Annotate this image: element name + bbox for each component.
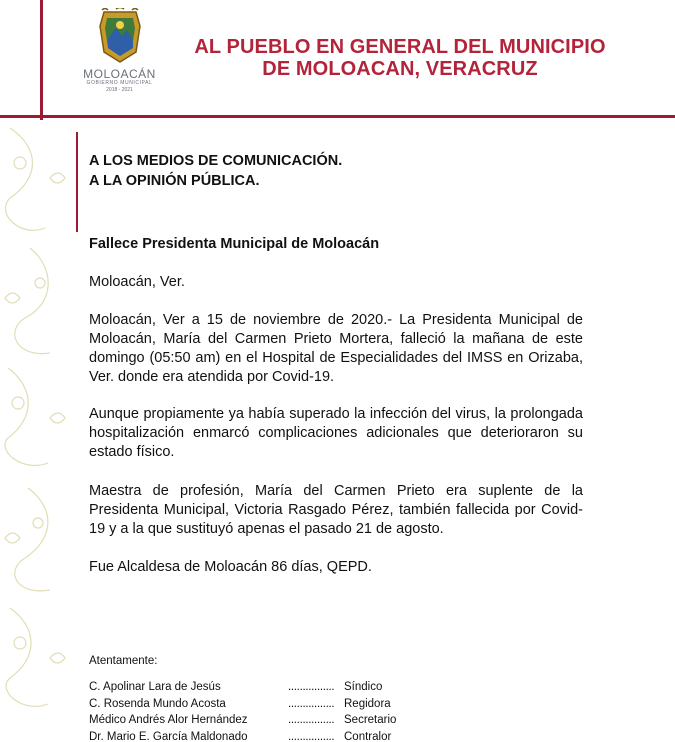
signer-name: C. Apolinar Lara de Jesús [89,681,221,693]
closing-label: Atentamente: [89,655,158,667]
leader-dots: ................ [288,730,335,742]
signer-role: Contralor [344,730,392,742]
address-line-2: A LA OPINIÓN PÚBLICA. [89,173,260,189]
heading-line-2: DE MOLOACAN, VERACRUZ [262,58,538,80]
leader-dots: ................ [288,714,335,726]
frame-horizontal-line [0,115,675,118]
frame-vertical-line [40,0,43,120]
paragraph-2: Aunque propiamente ya había superado la infección del virus, la prolongada hospitalización enmarcó complicaciones adicionales que deterioraron su estado físico. [89,406,583,460]
signer-name: Dr. Mario E. García Maldonado [89,730,248,742]
signature-row [89,696,396,713]
signer-role: Síndico [344,681,383,693]
article-title: Fallece Presidenta Municipal de Moloacán [89,236,380,252]
logo-name: MOLOACÁN [83,67,156,81]
municipality-logo [62,8,177,108]
signature-row [89,729,396,742]
logo-years: 2018 - 2021 [106,87,133,93]
coat-of-arms-icon [96,8,144,66]
signer-role: Secretario [344,714,397,726]
signature-row [89,712,396,729]
address-line-1: A LOS MEDIOS DE COMUNICACIÓN. [89,153,343,169]
signature-table [89,679,396,742]
paragraph-3: Maestra de profesión, María del Carmen Prieto era suplente de la Presidenta Municipal, Victoria Rasgado Pérez, también fallecida por Covid-19 y a la que sustituyó apenas el pasado 21 de agosto. [89,483,583,537]
decorative-pattern [0,118,70,742]
heading-line-1: AL PUEBLO EN GENERAL DEL MUNICIPIO [194,36,606,58]
signer-role: Regidora [344,697,391,710]
signer-name: Médico Andrés Alor Hernández [89,714,248,726]
page-heading [180,36,620,80]
signature-row [89,679,396,696]
signer-name: C. Rosenda Mundo Acosta [89,697,226,710]
paragraph-4: Fue Alcaldesa de Moloacán 86 días, QEPD. [89,559,372,575]
dateline: Moloacán, Ver. [89,274,185,290]
leader-dots: ................ [288,681,335,693]
leader-dots: ................ [288,697,335,710]
logo-subtitle: GOBIERNO MUNICIPAL [86,80,153,86]
accent-bar [76,132,78,232]
paragraph-1: Moloacán, Ver a 15 de noviembre de 2020.- La Presidenta Municipal de Moloacán, María del Carmen Prieto Mortera, falleció la mañana de este domingo (05:50 am) en el Hospital de Especialidades del IMSS en Orizaba, Ver. donde era atendida por Covid-19. [89,312,583,385]
